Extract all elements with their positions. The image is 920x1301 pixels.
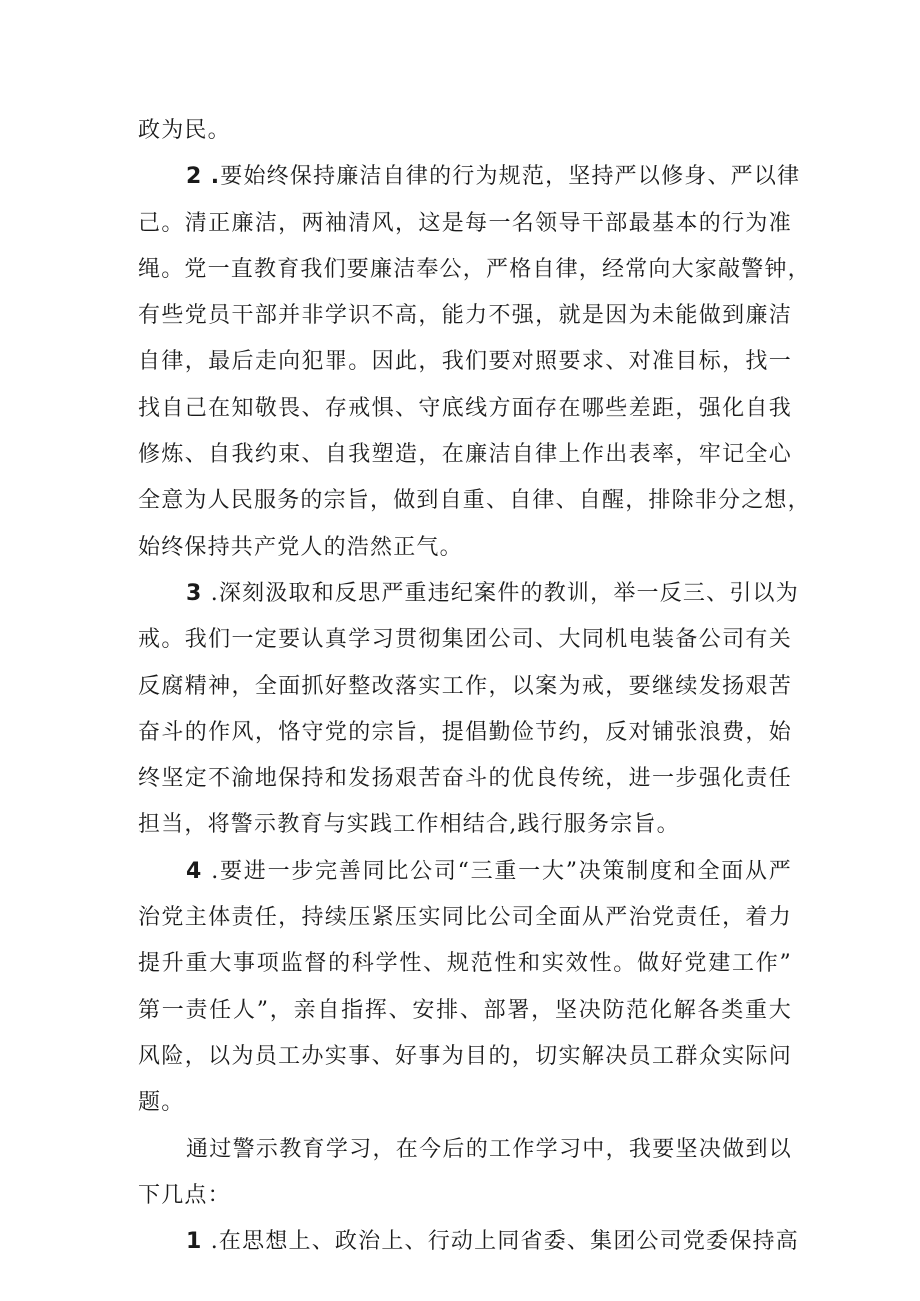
line-text: 找自己在知敬畏、存戒惧、守底线方面存在哪些差距，强化自我 xyxy=(138,395,792,421)
line-text: 有些党员干部并非学识不高，能力不强，就是因为未能做到廉洁 xyxy=(138,303,792,329)
line-text: 治党主体责任，持续压紧压实同比公司全面从严治党责任，着力 xyxy=(138,905,792,931)
text-line xyxy=(138,339,792,385)
line-text: 下几点： xyxy=(138,1182,231,1208)
line-text: 反腐精神，全面抓好整改落实工作，以案为戒，要继续发扬艰苦 xyxy=(138,673,792,699)
line-text: 自律，最后走向犯罪。因此，我们要对照要求、对准目标，找一 xyxy=(138,349,792,375)
list-separator: . xyxy=(211,858,220,884)
text-line xyxy=(138,432,792,478)
text-line xyxy=(138,1080,792,1126)
line-text: 终坚定不渝地保持和发扬艰苦奋斗的优良传统，进一步强化责任 xyxy=(138,766,792,792)
text-line xyxy=(138,1173,792,1219)
line-text: 在思想上、政治上、行动上同省委、集团公司党委保持高 xyxy=(218,1229,799,1255)
text-line xyxy=(138,756,792,802)
text-line xyxy=(138,525,792,571)
text-line xyxy=(138,895,792,941)
line-text: 提升重大事项监督的科学性、规范性和实效性。做好党建工作” xyxy=(138,951,792,977)
text-line xyxy=(138,802,792,848)
summary-first-line xyxy=(138,1127,792,1173)
text-line xyxy=(138,293,792,339)
text-line xyxy=(138,247,811,293)
line-text: 奋斗的作风，恪守党的宗旨，提倡勤俭节约，反对铺张浪费，始 xyxy=(138,719,792,745)
line-text: 要始终保持廉洁自律的行为规范，坚持严以修身、严以律 xyxy=(220,164,801,190)
list-number: 3 xyxy=(186,580,203,606)
text-line xyxy=(138,617,792,663)
list-number: 4 xyxy=(186,858,203,884)
line-text: 要进一步完善同比公司“三重一大”决策制度和全面从严 xyxy=(219,858,792,884)
text-line xyxy=(138,386,792,432)
item-1-first-line xyxy=(138,1219,799,1265)
line-text: 政为民。 xyxy=(138,118,231,143)
text-line xyxy=(138,941,792,987)
text-line xyxy=(138,478,811,524)
line-text: 深刻汲取和反思严重违纪案件的教训，举一反三、引以为 xyxy=(218,580,799,606)
item-3-first-line xyxy=(138,571,799,617)
line-text: 戒。我们一定要认真学习贯彻集团公司、大同机电装备公司有关 xyxy=(138,627,792,653)
line-text: 绳。党一直教育我们要廉洁奉公，严格自律，经常向大家敲警钟， xyxy=(138,256,811,282)
line-text: 始终保持共产党人的浩然正气。 xyxy=(138,534,463,560)
text-line xyxy=(138,1034,792,1080)
item-2-first-line xyxy=(138,154,801,200)
list-separator: . xyxy=(210,1229,219,1255)
text-line xyxy=(138,664,792,710)
list-number: 2 xyxy=(186,164,203,190)
list-separator: . xyxy=(210,164,221,190)
item-4-first-line xyxy=(138,849,792,895)
line-text: 题。 xyxy=(138,1090,185,1116)
list-separator: . xyxy=(210,580,219,606)
document-page xyxy=(138,108,811,1265)
line-text: 第一责任人”，亲自指挥、安排、部署，坚决防范化解各类重大 xyxy=(138,997,792,1023)
line-text: 己。清正廉洁，两袖清风，这是每一名领导干部最基本的行为准 xyxy=(138,210,792,236)
text-line xyxy=(138,201,792,247)
line-text: 风险，以为员工办实事、好事为目的，切实解决员工群众实际问 xyxy=(138,1043,792,1069)
line-text: 修炼、自我约束、自我塑造，在廉洁自律上作出表率，牢记全心 xyxy=(138,442,792,468)
text-line xyxy=(138,710,792,756)
line-text: 全意为人民服务的宗旨，做到自重、自律、自醒，排除非分之想， xyxy=(138,488,811,514)
text-line xyxy=(138,988,792,1034)
text-line xyxy=(138,108,792,154)
line-text: 担当，将警示教育与实践工作相结合,践行服务宗旨。 xyxy=(138,812,680,838)
line-text: 通过警示教育学习，在今后的工作学习中，我要坚决做到以 xyxy=(186,1136,792,1162)
list-number: 1 xyxy=(186,1229,203,1255)
